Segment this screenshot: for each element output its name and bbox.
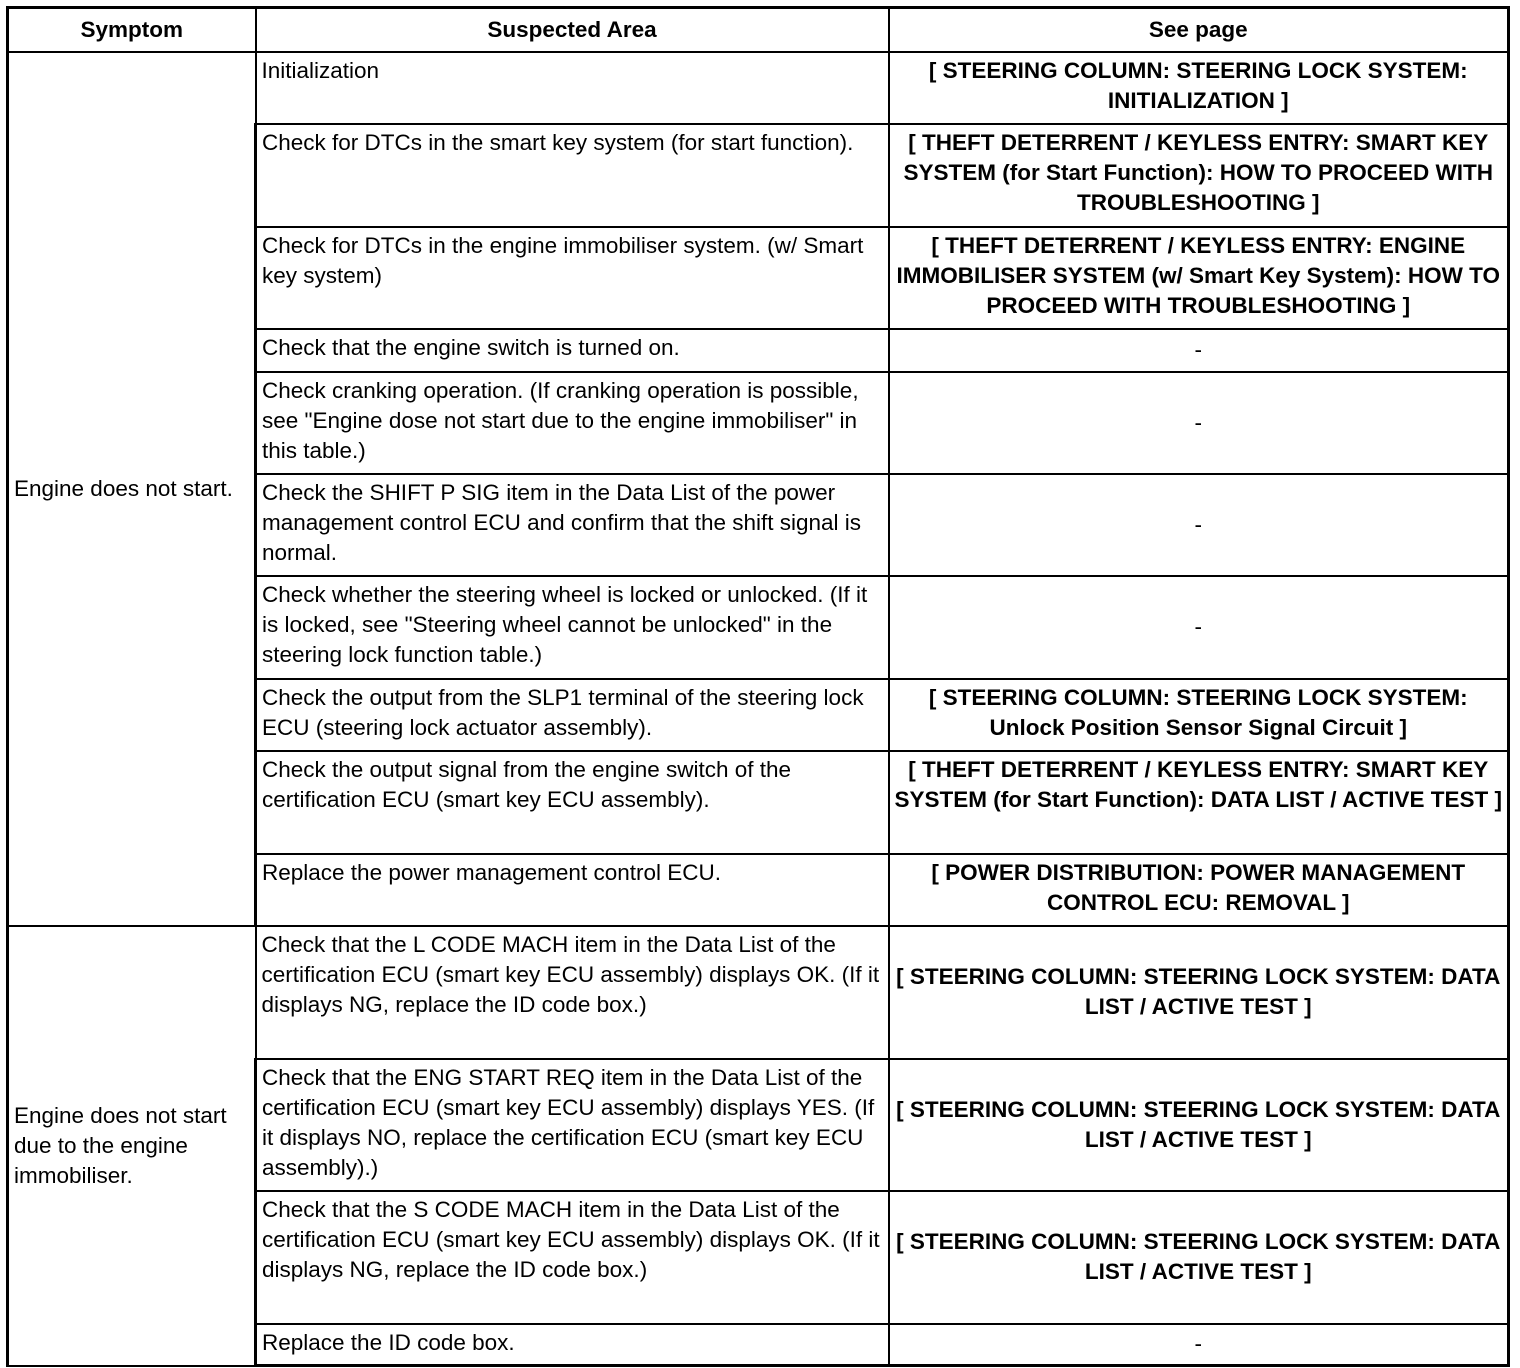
header-symptom: Symptom <box>8 8 256 52</box>
see-page-cell: [ THEFT DETERRENT / KEYLESS ENTRY: SMART KEY SYSTEM (for Start Function): HOW TO PROCEED WITH TROUBLESHOOTING ] <box>889 124 1509 227</box>
suspected-area-cell: Initialization <box>256 52 889 124</box>
suspected-area-cell: Check the SHIFT P SIG item in the Data List of the power management control ECU and confirm that the shift signal is normal. <box>256 474 889 576</box>
suspected-area-cell: Check cranking operation. (If cranking operation is possible, see "Engine dose not start due to the engine immobiliser" in this table.) <box>256 372 889 474</box>
header-row <box>8 8 1509 52</box>
suspected-area-cell: Check the output signal from the engine switch of the certification ECU (smart key ECU assembly). <box>256 751 889 854</box>
see-page-cell: [ STEERING COLUMN: STEERING LOCK SYSTEM: Unlock Position Sensor Signal Circuit ] <box>889 679 1509 751</box>
see-page-cell: [ STEERING COLUMN: STEERING LOCK SYSTEM: INITIALIZATION ] <box>889 52 1509 124</box>
see-page-cell: [ STEERING COLUMN: STEERING LOCK SYSTEM: DATA LIST / ACTIVE TEST ] <box>889 1191 1509 1324</box>
see-page-cell: [ THEFT DETERRENT / KEYLESS ENTRY: ENGINE IMMOBILISER SYSTEM (w/ Smart Key System): HOW TO PROCEED WITH TROUBLESHOOTING ] <box>889 227 1509 329</box>
suspected-area-cell: Check the output from the SLP1 terminal of the steering lock ECU (steering lock actuator assembly). <box>256 679 889 751</box>
see-page-cell: [ THEFT DETERRENT / KEYLESS ENTRY: SMART KEY SYSTEM (for Start Function): DATA LIST / ACTIVE TEST ] <box>889 751 1509 854</box>
header-suspected-area: Suspected Area <box>256 8 889 52</box>
see-page-cell: - <box>889 1324 1509 1366</box>
suspected-area-cell: Check whether the steering wheel is locked or unlocked. (If it is locked, see "Steering wheel cannot be unlocked" in the steering lock function table.) <box>256 576 889 679</box>
table-row <box>8 926 1509 1059</box>
header-see-page: See page <box>889 8 1509 52</box>
see-page-cell: - <box>889 329 1509 372</box>
table-row <box>8 52 1509 124</box>
suspected-area-cell: Check for DTCs in the engine immobiliser system. (w/ Smart key system) <box>256 227 889 329</box>
see-page-cell: [ STEERING COLUMN: STEERING LOCK SYSTEM: DATA LIST / ACTIVE TEST ] <box>889 1059 1509 1191</box>
symptom-cell: Engine does not start due to the engine immobiliser. <box>8 926 256 1366</box>
see-page-cell: - <box>889 474 1509 576</box>
suspected-area-cell: Check that the engine switch is turned on. <box>256 329 889 372</box>
see-page-cell: [ POWER DISTRIBUTION: POWER MANAGEMENT CONTROL ECU: REMOVAL ] <box>889 854 1509 926</box>
suspected-area-cell: Check that the L CODE MACH item in the Data List of the certification ECU (smart key ECU assembly) displays OK. (If it displays NG, replace the ID code box.) <box>256 926 889 1059</box>
suspected-area-cell: Replace the power management control ECU. <box>256 854 889 926</box>
symptom-cell: Engine does not start. <box>8 52 256 926</box>
suspected-area-cell: Replace the ID code box. <box>256 1324 889 1366</box>
see-page-cell: - <box>889 372 1509 474</box>
see-page-cell: [ STEERING COLUMN: STEERING LOCK SYSTEM: DATA LIST / ACTIVE TEST ] <box>889 926 1509 1059</box>
see-page-cell: - <box>889 576 1509 679</box>
suspected-area-cell: Check that the S CODE MACH item in the Data List of the certification ECU (smart key ECU assembly) displays OK. (If it displays NG, replace the ID code box.) <box>256 1191 889 1324</box>
suspected-area-cell: Check that the ENG START REQ item in the Data List of the certification ECU (smart key ECU assembly) displays YES. (If it displays NO, replace the certification ECU (smart key ECU assembly).) <box>256 1059 889 1191</box>
suspected-area-cell: Check for DTCs in the smart key system (for start function). <box>256 124 889 227</box>
troubleshooting-table <box>6 6 1510 1367</box>
